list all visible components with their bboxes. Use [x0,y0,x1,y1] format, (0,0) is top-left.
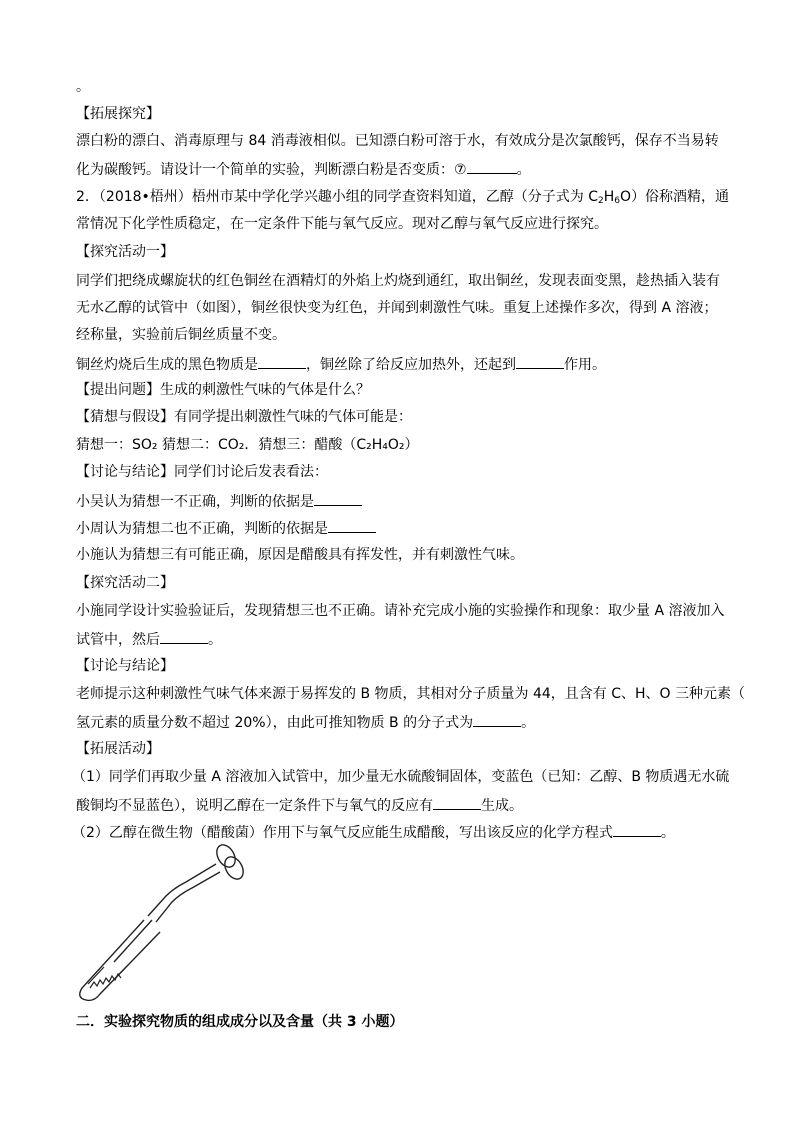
section-title: 二．实验探究物质的组成成分以及含量（共 3 小题） [76,1014,404,1030]
section-heading: 【讨论与结论】 [76,658,174,674]
text-line [76,712,535,732]
text-segment: 。 [208,632,222,648]
text-segment: 作用。 [564,357,606,373]
text-segment: O [620,189,632,205]
text-segment: 。 [660,825,675,841]
answer-blank[interactable] [467,159,517,174]
text-line [76,159,531,179]
answer-blank[interactable] [160,629,208,644]
text-line: 无水乙醇的试管中（如图），铜丝很快变为红色，并闻到刺激性气味。重复上述操作多次，得到 A 溶液； [76,300,718,316]
answer-blank[interactable] [613,822,661,837]
text-line: 。 [76,79,90,95]
section-heading: 【探究活动一】 [76,244,174,260]
text-segment: 化为碳酸钙。请设计一个简单的实验，判断漂白粉是否变质：⑦ [76,162,467,178]
answer-blank[interactable] [433,795,481,810]
text-line: 漂白粉的漂白、消毒原理与 84 消毒液相似。已知漂白粉可溶于水，有效成分是次氯酸钙，保存不当易转 [76,133,719,149]
section-heading: 【拓展活动】 [76,741,160,757]
text-segment: 铜丝灼烧后生成的黑色物质是 [76,357,258,373]
tongs-test-tube-figure [74,842,254,1007]
text-line [76,491,362,511]
text-line: 猜想一：SO₂ 猜想二：CO₂．猜想三：醋酸（C₂H₄O₂） [76,437,419,453]
tongs-handle [221,854,247,883]
text-line: 同学们把绕成螺旋状的红色铜丝在酒精灯的外焰上灼烧到通红，取出铜丝，发现表面变黑，趁热插入装有 [76,273,720,289]
text-segment: 。 [521,715,536,731]
subscript: 2 [598,196,604,206]
text-segment: 生成。 [481,798,523,814]
text-line [72,822,675,842]
copper-wire [114,920,152,962]
text-segment: ，铜丝除了给反应加热外，还起到 [306,357,516,373]
text-segment: 小吴认为猜想一不正确，判断的依据是 [76,494,314,510]
section-heading: 【讨论与结论】同学们讨论后发表看法： [76,464,328,480]
text-segment: 。 [516,162,531,178]
text-segment: 氢元素的质量分数不超过 20%），由此可推知物质 B 的分子式为 [76,715,474,731]
answer-blank[interactable] [328,518,376,533]
test-tube [80,920,160,1000]
answer-blank[interactable] [258,354,306,369]
answer-blank[interactable] [314,491,362,506]
text-line [76,188,729,210]
text-line [76,795,523,815]
text-line: 小施同学设计实验验证后，发现猜想三也不正确。请补充完成小施的实验操作和现象：取少量 A 溶液加入 [76,603,725,619]
tongs-arm [148,864,216,916]
text-segment: 试管中，然后 [76,632,160,648]
subscript: 6 [614,196,621,206]
answer-blank[interactable] [516,354,564,369]
text-segment: 小周认为猜想二也不正确，判断的依据是 [76,521,328,537]
text-line: （1）同学们再取少量 A 溶液加入试管中，加少量无水硫酸铜固体，变蓝色（已知：乙醇、B 物质遇无水硫 [72,769,730,785]
text-line [76,629,222,649]
text-segment: ）俗称酒精，通 [631,189,730,205]
text-line: 常情况下化学性质稳定，在一定条件下能与氧气反应。现对乙醇与氧气反应进行探究。 [76,216,608,232]
text-segment: H [603,189,615,205]
text-line: 经称量，实验前后铜丝质量不变。 [76,327,286,343]
text-line: 小施认为猜想三有可能正确，原因是醋酸具有挥发性，并有刺激性气味。 [76,547,524,563]
text-segment: （2）乙醇在微生物（醋酸菌）作用下与氧气反应能生成醋酸，写出该反应的化学方程式 [72,825,613,841]
text-line: 老师提示这种刺激性气味气体来源于易挥发的 B 物质，其相对分子质量为 44，且含有 C、H、O 三种元素（ [76,686,745,702]
text-line [76,354,606,374]
answer-blank[interactable] [473,712,521,727]
copper-coil [88,967,121,988]
text-segment: 酸铜均不显蓝色），说明乙醇在一定条件下与氧气的反应有 [76,798,433,814]
section-heading: 【探究活动二】 [76,575,174,591]
section-heading: 【猜想与假设】有同学提出刺激性气味的气体可能是： [76,409,412,425]
text-segment: 2．（2018•梧州）梧州市某中学化学兴趣小组的同学查资料知道，乙醇（分子式为 C [76,189,599,205]
tongs-handle [213,842,239,870]
section-heading: 【拓展探究】 [76,106,160,122]
section-heading: 【提出问题】生成的刺激性气味的气体是什么？ [76,382,370,398]
text-line [76,518,376,538]
